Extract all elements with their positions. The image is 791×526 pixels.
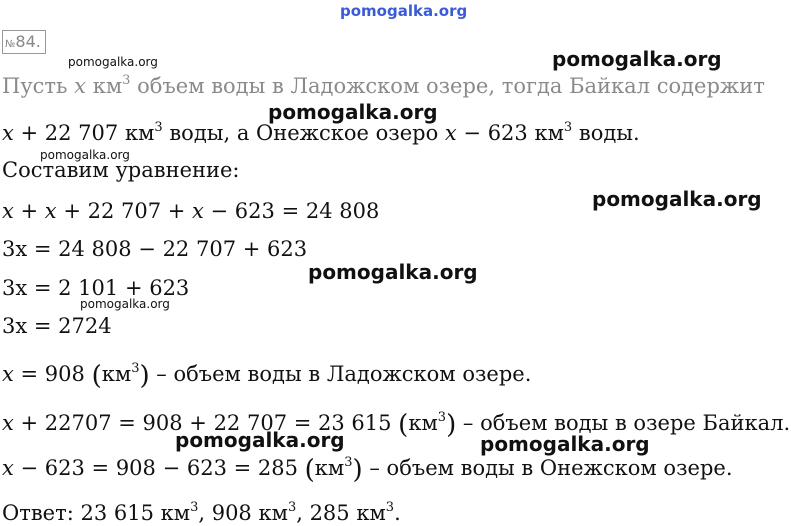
text: , 285 км [296, 501, 386, 525]
watermark-large: pomogalka.org [308, 260, 478, 284]
watermark-large: pomogalka.org [552, 47, 722, 71]
text: км [408, 411, 438, 435]
text: км [86, 74, 123, 98]
exponent: 3 [154, 120, 163, 135]
text: Пусть [2, 74, 75, 98]
exponent: 3 [344, 455, 353, 470]
text-line-2 [2, 120, 640, 146]
text-line-1 [2, 73, 765, 99]
variable: x [74, 74, 87, 98]
text: + 22707 = 908 + 22 707 = 23 615 [13, 411, 399, 435]
variable: x [2, 362, 14, 386]
text: объем воды в Ладожском озере, тогда Байкал содержит [130, 74, 765, 98]
exponent: 3 [437, 410, 447, 425]
text: воды, а Онежское озеро [162, 121, 445, 145]
text: − 623 км [456, 121, 564, 145]
text: = 908 [13, 362, 92, 386]
text: . [394, 501, 401, 525]
watermark-large: pomogalka.org [592, 187, 762, 211]
equation-line-4: 3x = 2724 [2, 314, 112, 338]
paren: ) [139, 361, 150, 391]
watermark-large: pomogalka.org [480, 432, 650, 456]
exponent: 3 [190, 500, 199, 515]
exponent: 3 [131, 361, 140, 376]
text: – объем воды в озере Байкал. [456, 411, 791, 435]
number-sign: № [5, 39, 16, 50]
text-line-3: Составим уравнение: [2, 158, 240, 182]
watermark-large: pomogalka.org [175, 428, 345, 452]
equation-line-2: 3x = 24 808 − 22 707 + 623 [2, 237, 308, 261]
text: км [314, 456, 345, 480]
text: воды. [572, 121, 640, 145]
result-line-onega [2, 455, 733, 483]
result-line-baikal [2, 410, 790, 438]
exponent: 3 [122, 73, 131, 88]
text: + [13, 199, 45, 223]
problem-number: 84. [15, 32, 41, 51]
equation-line-3: 3x = 2 101 + 623 [2, 276, 190, 300]
variable: x [2, 456, 14, 480]
paren: ( [91, 361, 102, 391]
paren: ) [446, 410, 457, 440]
paren: ( [304, 455, 315, 485]
text: – объем воды в Ладожском озере. [149, 362, 532, 386]
problem-number-box [2, 30, 46, 54]
text: + 22 707 + [56, 199, 193, 223]
text: км [101, 362, 132, 386]
paren: ( [398, 410, 409, 440]
result-line-ladoga [2, 361, 531, 389]
text: − 623 = 908 − 623 = 285 [13, 456, 305, 480]
watermark-small: pomogalka.org [68, 55, 158, 69]
paren: ) [352, 455, 363, 485]
exponent: 3 [385, 500, 395, 515]
variable: x [444, 121, 457, 145]
equation-line-1 [2, 198, 379, 224]
exponent: 3 [563, 120, 573, 135]
watermark-small: pomogalka.org [80, 297, 170, 311]
watermark-large: pomogalka.org [268, 100, 438, 124]
watermark-small: pomogalka.org [40, 148, 130, 162]
variable: x [44, 199, 57, 223]
text: Ответ: 23 615 км [2, 501, 191, 525]
text: – объем воды в Онежском озере. [362, 456, 733, 480]
variable: x [2, 411, 14, 435]
text: + 22 707 км [13, 121, 155, 145]
text: , 908 км [198, 501, 288, 525]
variable: x [2, 199, 14, 223]
variable: x [192, 199, 204, 223]
exponent: 3 [287, 500, 297, 515]
text: − 623 = 24 808 [203, 199, 380, 223]
variable: x [2, 121, 14, 145]
answer-line [2, 500, 401, 526]
watermark-top: pomogalka.org [340, 2, 468, 20]
